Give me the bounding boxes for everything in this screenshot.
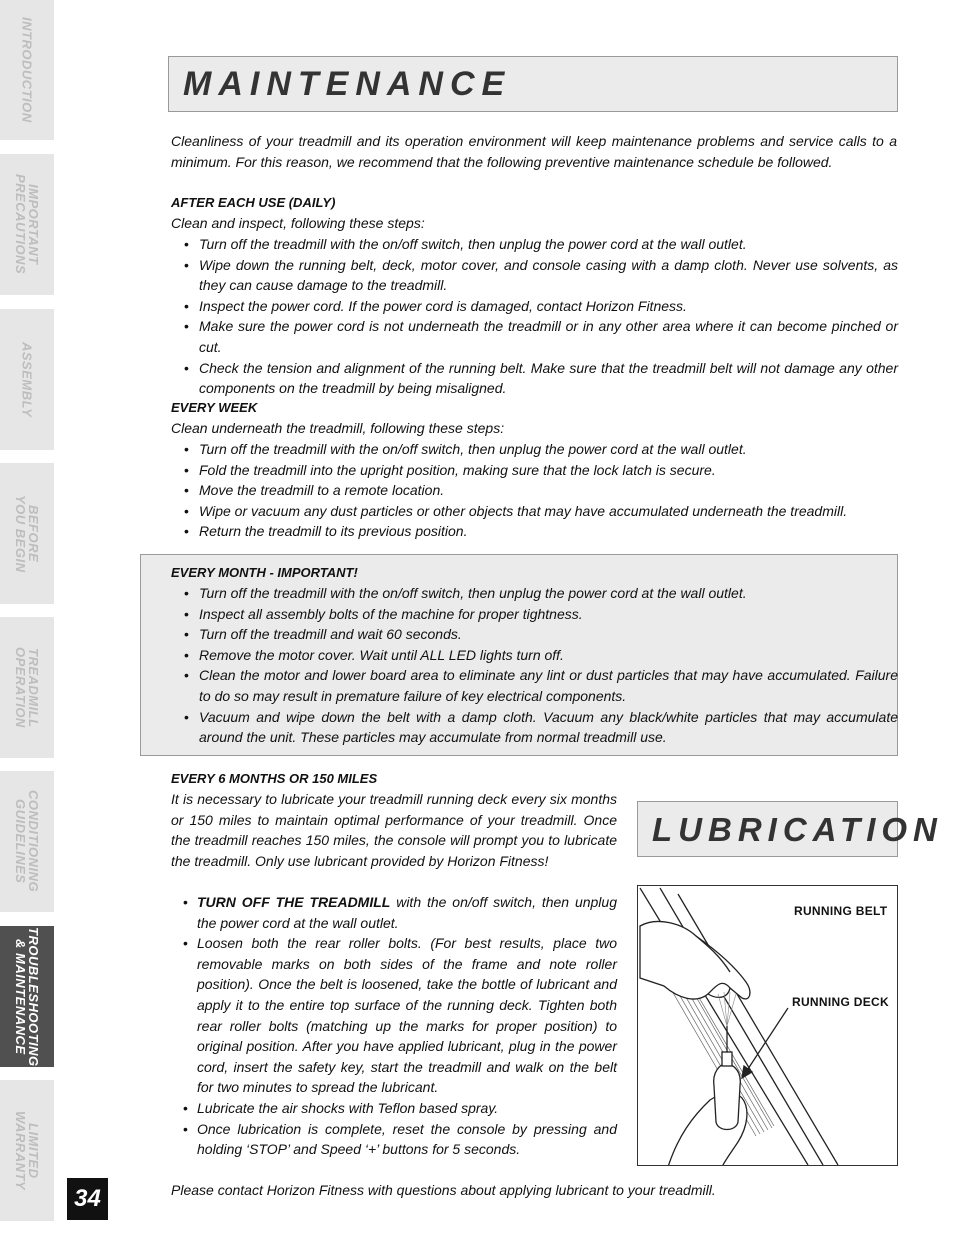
tab-before-you-begin[interactable] bbox=[0, 463, 54, 604]
list-item: • Check the tension and alignment of the running belt. Make sure that the treadmill belt will not damage any other components on the treadmill by being misaligned. bbox=[171, 358, 898, 399]
tab-label: ASSEMBLY bbox=[19, 341, 35, 418]
tab-label: INTRODUCTION bbox=[19, 17, 35, 123]
list-item bbox=[171, 892, 617, 933]
daily-heading: AFTER EACH USE (DAILY) bbox=[171, 195, 336, 210]
list-item: • Vacuum and wipe down the belt with a damp cloth. Vacuum any black/white particles that may accumulate around the unit. These particles may accumulate from normal treadmill use. bbox=[171, 707, 898, 748]
intro-paragraph: Cleanliness of your treadmill and its operation environment will keep maintenance problems and service calls to a minimum. For this reason, we recommend that the following preventive maintenance schedule be followed. bbox=[171, 133, 897, 170]
weekly-lead: Clean underneath the treadmill, following these steps: bbox=[171, 420, 505, 436]
list-item: • Fold the treadmill into the upright position, making sure that the lock latch is secure. bbox=[171, 460, 898, 481]
step-text: Loosen both the rear roller bolts. (For best results, place two removable marks on both sides of the frame and note roller position). Once the belt is loosened, take the bottle of lubricant and apply it to the entire top surface of the running deck. Tighten both rear roller bolts (matching up the marks for proper position) to original position. After you have applied lubricant, plug in the power cord, insert the safety key, start the treadmill and walk on the belt for two minutes to spread the lubricant. bbox=[197, 935, 617, 1096]
section-sidebar bbox=[0, 0, 54, 1235]
tab-label: LIMITED WARRANTY bbox=[13, 1110, 41, 1191]
list-item: • Turn off the treadmill and wait 60 seconds. bbox=[171, 624, 898, 645]
lubrication-steps bbox=[171, 892, 617, 1160]
list-item: • Clean the motor and lower board area to eliminate any lint or dust particles that may have accumulated. Failure to do so may result in premature failure of key electrical components. bbox=[171, 665, 898, 706]
page-number: 34 bbox=[67, 1178, 108, 1220]
monthly-list bbox=[171, 583, 898, 748]
lubrication-title-box bbox=[637, 801, 943, 857]
list-item: • Turn off the treadmill with the on/off switch, then unplug the power cord at the wall outlet. bbox=[171, 583, 898, 604]
list-item bbox=[171, 933, 617, 1098]
label-running-deck: RUNNING DECK bbox=[792, 995, 889, 1009]
tab-label: TREADMILL OPERATION bbox=[13, 647, 41, 728]
weekly-list bbox=[171, 439, 898, 542]
maintenance-title: MAINTENANCE bbox=[183, 65, 512, 103]
tab-label: CONDITIONING GUIDELINES bbox=[13, 790, 41, 893]
weekly-heading: EVERY WEEK bbox=[171, 400, 258, 415]
list-item: • Move the treadmill to a remote location. bbox=[171, 480, 898, 501]
tab-conditioning-guidelines[interactable] bbox=[0, 771, 54, 912]
tab-introduction[interactable] bbox=[0, 0, 54, 140]
list-item: • Return the treadmill to its previous position. bbox=[171, 521, 898, 542]
list-item: • Wipe or vacuum any dust particles or other objects that may have accumulated underneath the treadmill. bbox=[171, 501, 898, 522]
list-item: • Turn off the treadmill with the on/off switch, then unplug the power cord at the wall outlet. bbox=[171, 439, 898, 460]
maintenance-title-box bbox=[168, 56, 898, 112]
tab-troubleshooting-maintenance[interactable] bbox=[0, 926, 54, 1067]
list-item bbox=[171, 1119, 617, 1160]
list-item: • Remove the motor cover. Wait until ALL LED lights turn off. bbox=[171, 645, 898, 666]
step-text: Once lubrication is complete, reset the console by pressing and holding ‘STOP’ and Speed ‘+’ buttons for 5 seconds. bbox=[197, 1120, 617, 1158]
tab-assembly[interactable] bbox=[0, 309, 54, 450]
tab-treadmill-operation[interactable] bbox=[0, 617, 54, 758]
daily-lead: Clean and inspect, following these steps: bbox=[171, 215, 425, 231]
list-item: • Make sure the power cord is not underneath the treadmill or in any other area where it can become pinched or cut. bbox=[171, 316, 898, 357]
lubrication-figure bbox=[637, 885, 898, 1166]
daily-list bbox=[171, 234, 898, 399]
footer-note: Please contact Horizon Fitness with questions about applying lubricant to your treadmill. bbox=[171, 1182, 716, 1198]
lubrication-title: LUBRICATION bbox=[652, 811, 943, 848]
label-running-belt: RUNNING BELT bbox=[794, 904, 888, 918]
tab-label: BEFORE YOU BEGIN bbox=[13, 494, 41, 573]
step-text: Lubricate the air shocks with Teflon based spray. bbox=[197, 1099, 499, 1116]
list-item: • Inspect all assembly bolts of the machine for proper tightness. bbox=[171, 604, 898, 625]
tab-label: TROUBLESHOOTING & MAINTENANCE bbox=[13, 926, 41, 1067]
six-months-heading: EVERY 6 MONTHS OR 150 MILES bbox=[171, 771, 378, 786]
six-months-paragraph: It is necessary to lubricate your treadmill running deck every six months or 150 miles to maintain optimal performance of your treadmill. Once the treadmill reaches 150 miles, the console will prompt you to lubricate the treadmill. Only use lubricant provided by Horizon Fitness! bbox=[171, 791, 617, 869]
step-text: with the on/off switch, then unplug the power cord at the wall outlet. bbox=[197, 894, 617, 931]
tab-important-precautions[interactable] bbox=[0, 154, 54, 295]
step-emphasis: TURN OFF THE TREADMILL bbox=[197, 894, 391, 910]
monthly-heading: EVERY MONTH - IMPORTANT! bbox=[171, 565, 358, 580]
list-item bbox=[171, 1098, 617, 1119]
list-item: • Inspect the power cord. If the power cord is damaged, contact Horizon Fitness. bbox=[171, 296, 898, 317]
list-item: • Wipe down the running belt, deck, motor cover, and console casing with a damp cloth. Never use solvents, as they can cause damage to the treadmill. bbox=[171, 255, 898, 296]
tab-label: IMPORTANT PRECAUTIONS bbox=[13, 174, 41, 275]
tab-limited-warranty[interactable] bbox=[0, 1080, 54, 1221]
list-item: • Turn off the treadmill with the on/off switch, then unplug the power cord at the wall outlet. bbox=[171, 234, 898, 255]
lubrication-illustration bbox=[638, 886, 898, 1166]
